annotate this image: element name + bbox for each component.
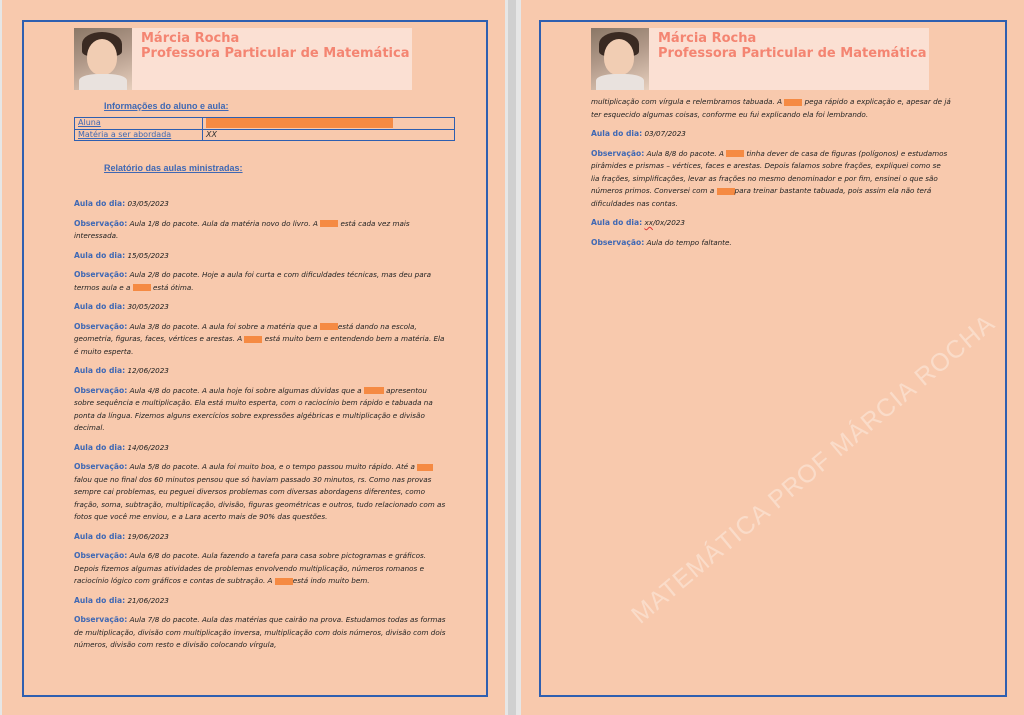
document-page-2 (521, 0, 1024, 715)
teacher-photo (74, 28, 132, 90)
student-info-table (74, 117, 455, 141)
table-label: Matéria a ser abordada (75, 129, 203, 140)
letterhead (591, 28, 929, 90)
redaction-block (717, 188, 735, 195)
lesson-observation: Observação: Aula 3/8 do pacote. A aula foi sobre a matéria que a está dando na escola, geometria, figuras, faces, vértices e arestas. A está muito bem e entendendo bem a matéria. Ela é muito esperta. (74, 321, 445, 356)
lesson-observation: Observação: Aula 7/8 do pacote. Aula das matérias que cairão na prova. Estudamos todas as formas de multiplicação, divisão com multiplicação inversa, multiplicação com dois números, divisão com dois números, divisão com resto e divisão colocando vírgula, (74, 615, 446, 649)
redaction-block (320, 323, 338, 330)
table-row (75, 129, 455, 140)
lesson-observation: Observação: Aula 6/8 do pacote. Aula fazendo a tarefa para casa sobre pictogramas e gráficos. Depois fizemos algumas atividades de problemas envolvendo multiplicação, números romanos e raciocínio lógico com gráficos e contas de subtração. A está indo muito bem. (74, 551, 427, 585)
teacher-name: Márcia Rocha (141, 31, 240, 46)
lesson-date-line: Aula do dia: 03/05/2023 (74, 199, 169, 208)
lesson-date-line: Aula do dia: 03/07/2023 (591, 129, 686, 138)
redaction-block (206, 118, 393, 128)
redaction-block (275, 578, 293, 585)
teacher-title: Professora Particular de Matemática (141, 46, 410, 61)
table-label: Aluna (75, 118, 203, 130)
lesson-observation: Observação: Aula 4/8 do pacote. A aula hoje foi sobre algumas dúvidas que a apresentou sobre sequência e multiplicação. Ela está muito esperta, com o raciocínio bem rápido e tabuada na ponta da língua. Fizemos alguns exercícios sobre expressões algébricas e multiplicação e divisão decimal. (74, 385, 433, 432)
lesson-date-line: Aula do dia: 15/05/2023 (74, 250, 169, 260)
teacher-name: Márcia Rocha (658, 31, 757, 46)
redaction-block (244, 336, 262, 343)
table-value[interactable]: XX (203, 129, 455, 140)
lesson-date-line: Aula do dia: 30/05/2023 (74, 302, 169, 311)
lesson-date-line: Aula do dia: 14/06/2023 (74, 442, 169, 452)
lesson-continuation: multiplicação com vírgula e relembramos tabuada. A pega rápido a explicação e, apesar de já ter esquecido algumas coisas, conforme eu fui explicando ela foi lembrando. (591, 97, 951, 119)
watermark-text: MATEMÁTICA PROF MÁRCIA ROCHA (626, 308, 1001, 630)
lesson-observation: Observação: Aula 2/8 do pacote. Hoje a aula foi curta e com dificuldades técnicas, mas deu para termos aula e a está ótima. (74, 270, 431, 292)
table-value[interactable] (203, 118, 455, 130)
page-gap (508, 0, 516, 715)
lesson-observation: Observação: Aula 8/8 do pacote. A tinha dever de casa de figuras (polígonos) e estudamos pirâmides e prismas – vértices, faces e arestas. Depois falamos sobre frações, expliquei como se lia frações, simplificações, levar as frações no mesmo denominador e por fim, ensinei o que são números primos. Conversei com a para treinar bastante tabuada, pois assim ela não terá dificuldades nas contas. (591, 148, 948, 208)
info-section-title: Informações do aluno e aula: (104, 101, 229, 111)
lesson-date-line: Aula do dia: 21/06/2023 (74, 595, 169, 605)
lesson-date-line: Aula do dia: 12/06/2023 (74, 366, 169, 375)
teacher-photo (591, 28, 649, 90)
redaction-block (417, 464, 433, 471)
report-body[interactable] (591, 96, 951, 256)
document-page-1 (2, 0, 505, 715)
letterhead (74, 28, 412, 90)
report-body[interactable] (74, 198, 446, 659)
teacher-title: Professora Particular de Matemática (658, 46, 927, 61)
redaction-block (726, 150, 744, 157)
redaction-block (784, 99, 802, 106)
lesson-date-line: Aula do dia: xx/0x/2023 (591, 218, 685, 227)
lesson-date-line: Aula do dia: 19/06/2023 (74, 531, 169, 541)
lesson-observation: Observação: Aula 1/8 do pacote. Aula da matéria novo do livro. A está cada vez mais interessada. (74, 218, 410, 240)
redaction-block (320, 220, 338, 227)
redaction-block (133, 284, 151, 291)
table-row (75, 118, 455, 130)
report-section-title: Relatório das aulas ministradas: (104, 163, 243, 173)
lesson-observation: Observação: Aula 5/8 do pacote. A aula foi muito boa, e o tempo passou muito rápido. Até a falou que no final dos 60 minutos pensou que só haviam passado 30 minutos, rs. Como nas provas sempre cai problemas, eu peguei diversos problemas com diversas abordagens diferentes, como fração, soma, subtração, multiplicação, divisão, figuras geométricas e outros, tudo relacionado com as fotos que você me enviou, e a Lara acerto mais de 90% das questões. (74, 462, 446, 521)
redaction-block (364, 387, 384, 394)
lesson-observation: Observação: Aula do tempo faltante. (591, 237, 732, 247)
